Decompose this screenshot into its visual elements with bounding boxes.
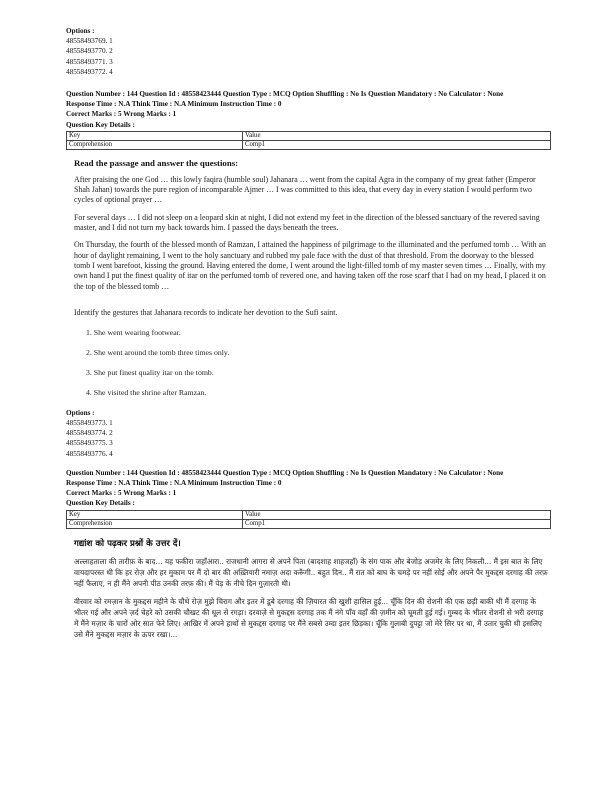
options-list: [66, 418, 550, 459]
table-header-cell: Key: [67, 510, 243, 519]
key-details-table: [66, 131, 551, 150]
table-row: [67, 140, 551, 149]
passage-paragraph: For several days … I did not sleep on a leopard skin at night, I did not extend my feet in the direction of the blessed sanctuary of the revered saving master, and I did not turn my back towards him. I passed the days beneath the trees.: [74, 212, 540, 233]
question-meta-line: Response Time : N.A Think Time : N.A Minimum Instruction Time : 0: [66, 100, 282, 109]
passage-paragraph: On Thursday, the fourth of the blessed month of Ramzan, I attained the happiness of pilgrimage to the illuminated and the perfumed tomb … With an hour of daylight remaining, I went to the holy sanctuary and rubbed my pale face with the dust of that threshold. From the doorway to the blessed tomb I went barefoot, kissing the ground. Having entered the dome, I went around the light-filled tomb of my master seven times … Finally, with my own hand I put the finest quality of itar on the perfumed tomb of revered one, and having taken off the rose scarf that I had on my head, I placed it on the top of the blessed tomb …: [74, 240, 546, 291]
choice-item: 3. She put finest quality itar on the tomb.: [86, 367, 214, 377]
table-cell: Comprehension: [67, 519, 243, 528]
hindi-passage: [74, 537, 548, 640]
option-item: 48558493772. 4: [66, 67, 113, 76]
option-item: 48558493774. 2: [66, 429, 113, 438]
table-row: [67, 519, 551, 528]
option-item: 48558493769. 1: [66, 37, 113, 46]
options-block-1: [66, 26, 550, 77]
passage-paragraph: अल्लाहताला की तारीफ़ के बाद… यह फकीरा जहाँआरा.. राजधानी आगरा से अपने पिता (बादशाह शाहजहाँ) के संग पाक और बेजोड़ अजमेर के लिए निकली... मैं इस बात के लिए वायदापरस्त थी कि हर रोज़ और हर मुकाम पर मैं दो बार की अख़्तियारी नमाज़ अदा करूँगी.. बहुत दिन.. मैं रात को बाघ के चमड़े पर नहीं सोई और अपने पैर मुकद्दस दरगाह की तरफ़ नहीं फैलाए, न ही मैंने अपनी पीठ उनकी तरफ़ की। मैं पेड़ के नीचे दिन गुज़ारती थी।: [74, 556, 548, 588]
table-header-row: [67, 131, 551, 140]
choice-item: 4. She visited the shrine after Ramzan.: [86, 387, 207, 397]
choice-item: 2. She went around the tomb three times only.: [86, 347, 230, 357]
option-item: 48558493776. 4: [66, 449, 113, 458]
table-header-cell: Key: [67, 131, 243, 140]
document-page: [66, 26, 550, 647]
question-meta-line: Question Number : 144 Question Id : 48558423444 Question Type : MCQ Option Shuffling : No Is Question Mandatory : No Calculator : None: [66, 90, 504, 99]
question-meta-line: Response Time : N.A Think Time : N.A Minimum Instruction Time : 0: [66, 479, 282, 488]
options-heading: Options :: [66, 408, 95, 417]
passage-paragraph: वीरवार को रमज़ान के मुकद्दस महीने के चौथे रोज़ मुझे चिराग और इतर में डूबे दरगाह की ज़ियारत की खुशी हासिल हुई... चूँकि दिन की रोशनी की एक छड़ी बाकी थी मैं दरगाह के भीतर गई और अपने ज़र्द चेहरे को उसकी चौखट की धूल से रगड़ा। दरवाज़े से मुकद्दस दरगाह तक मैं नंगे पाँव वहाँ की ज़मीन को चूमती हुई गई। गुम्बद के भीतर रोशनी से भरी दरगाह में मैंने मज़ार के चारों ओर सात फेरे लिए। आखिर में अपने हाथों से मुकद्दस दरगाह पर मैंने सबसे उम्दा इतर छिड़का। चूँकि गुलाबी दुपट्टा जो मेरे सिर पर था, मैं उतार चुकी थी इसलिए उसे मैंने मुकद्दस मज़ार के ऊपर रखा।...: [74, 596, 544, 639]
option-item: 48558493773. 1: [66, 419, 113, 427]
table-cell: Comprehension: [67, 140, 243, 149]
english-passage: [74, 158, 548, 292]
marks-line: Correct Marks : 5 Wrong Marks : 1: [66, 489, 177, 498]
choice-item: 1. She went wearing footwear.: [86, 327, 181, 337]
option-item: 48558493775. 3: [66, 439, 113, 448]
question-text: Identify the gestures that Jahanara records to indicate her devotion to the Sufi saint.: [74, 307, 338, 317]
question-meta-2: [66, 468, 550, 529]
key-details-table: [66, 510, 551, 529]
question-meta-1: [66, 89, 550, 150]
options-list: [66, 36, 550, 77]
key-details-heading: Question Key Details :: [66, 120, 135, 129]
key-details-heading: Question Key Details :: [66, 499, 135, 508]
passage-paragraph: After praising the one God … this lowly faqira (humble soul) Jahanara … went from the capital Agra in the company of my great father (Emperor Shah Jahan) towards the pure region of incomparable Ajmer … I was committed to this idea, that every day in every station I would perform two cycles of optional prayer …: [74, 174, 536, 205]
table-cell: Comp1: [243, 140, 551, 149]
table-header-row: [67, 510, 551, 519]
table-header-cell: Value: [243, 131, 551, 140]
passage-heading: गद्यांश को पढ़कर प्रश्नों के उत्तर दें।: [74, 538, 181, 549]
passage-heading: Read the passage and answer the questions:: [74, 157, 239, 168]
options-block-2: [66, 408, 550, 459]
option-item: 48558493771. 3: [66, 57, 113, 66]
marks-line: Correct Marks : 5 Wrong Marks : 1: [66, 110, 177, 119]
table-header-cell: Value: [243, 510, 551, 519]
options-heading: Options :: [66, 27, 95, 35]
option-item: 48558493770. 2: [66, 47, 113, 56]
table-cell: Comp1: [243, 519, 551, 528]
choices-list: [86, 328, 550, 397]
question-meta-line: Question Number : 144 Question Id : 48558423444 Question Type : MCQ Option Shuffling : No Is Question Mandatory : No Calculator : None: [66, 468, 504, 477]
